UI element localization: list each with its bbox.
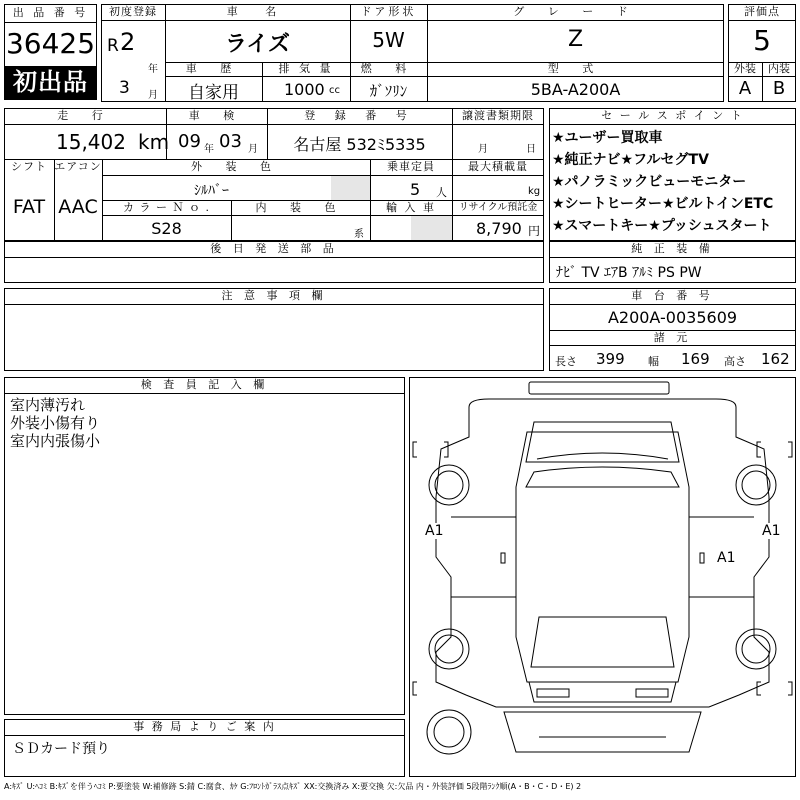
car-diagram [409, 377, 796, 777]
width-label: 幅 [648, 355, 659, 368]
int-color-unit: 系 [354, 229, 364, 240]
windshield [531, 617, 674, 667]
sales-point: ★純正ナビ★フルセグTV [552, 152, 709, 168]
bracket-left-bottom [413, 682, 417, 695]
rear-glass [526, 422, 679, 462]
wheel-rear-left-inner [435, 471, 463, 499]
damage-mark-right: A1 [762, 523, 781, 539]
inspector-notes [10, 396, 100, 450]
chassis-value: A200A-0035609 [607, 308, 738, 327]
bracket-right-bottom-l [757, 682, 761, 695]
wheel-rear-right-inner [742, 471, 770, 499]
inspection-month-unit: 月 [248, 144, 258, 155]
door-value: 5W [372, 28, 405, 52]
later-parts-label: 後 日 発 送 部 品 [210, 242, 338, 255]
sales-point: ★パノラミックビューモニター [552, 174, 747, 190]
color-no-label: カ ラ ー Ｎ ｏ . [123, 201, 210, 214]
inspector-note: 室内内張傷小 [10, 432, 101, 450]
color-no-value: S28 [151, 219, 182, 238]
legend-text: A:ｷｽﾞ U:ﾍｺﾐ B:ｷｽﾞを伴うﾍｺﾐ P:要塗装 W:補修跡 S:錆 C:腐食、ｶｹ G:ﾌﾛﾝﾄｶﾞﾗｽ点ｷｽﾞ XX:交換済み X:要交換 欠:欠品 内・外装評価 5段階ﾗﾝｸ順(A・B・C・D・E) 2 [4, 782, 582, 791]
chassis-label: 車 台 番 号 [631, 289, 714, 302]
displacement-label: 排 気 量 [278, 62, 334, 75]
hood [529, 682, 676, 702]
inspection-label: 車 検 [188, 109, 245, 122]
import-label: 輸 入 車 [386, 201, 436, 214]
recycle-value: 8,790 [476, 219, 522, 238]
transfer-label: 譲渡書類期限 [462, 109, 534, 122]
mileage-label: 走 行 [57, 109, 113, 122]
inspector-label: 検 査 員 記 入 欄 [140, 378, 269, 391]
car-name-label: 車 名 [226, 5, 289, 18]
front-lamp-left [537, 689, 569, 697]
ext-score-label: 外装 [734, 62, 756, 75]
inspector-note: 室内薄汚れ [10, 396, 86, 414]
score-label: 評価点 [744, 5, 780, 18]
ext-score-value: A [738, 78, 752, 99]
first-reg-label: 初度登録 [109, 5, 157, 18]
notes-label: 注 意 事 項 欄 [221, 289, 327, 302]
grade-value: Z [567, 27, 584, 52]
rear-window-strip [529, 382, 669, 394]
car-name-value: ライズ [224, 32, 291, 57]
model-label: 型 式 [547, 62, 604, 75]
bracket-left-top [413, 442, 417, 457]
sales-point: ★シートヒーター★ビルトインETC [552, 196, 774, 212]
inspection-year-unit: 年 [204, 144, 214, 155]
inspection-year: 09 [178, 131, 201, 152]
damage-mark-body: A1 [717, 550, 736, 566]
spare-wheel-inner [434, 717, 464, 747]
transfer-month-unit: 月 [478, 144, 488, 155]
front-bumper [504, 712, 701, 752]
capacity-label: 乗車定員 [387, 160, 435, 173]
score-value: 5 [753, 24, 771, 57]
inspector-note: 外装小傷有り [10, 414, 101, 432]
int-color-label: 内 装 色 [255, 201, 346, 214]
int-score-label: 内装 [768, 62, 790, 75]
lot-label: 出 品 番 号 [12, 6, 89, 19]
height-value: 162 [761, 350, 790, 368]
max-load-label: 最大積載量 [468, 160, 528, 173]
grade-label: グ レ ー ド [513, 5, 638, 18]
first-reg-month-unit: 月 [148, 90, 158, 101]
aircon-value: AAC [58, 196, 98, 218]
aircon-label: エアコン [54, 160, 102, 173]
capacity-unit: 人 [436, 186, 447, 199]
sales-points-list [552, 127, 773, 237]
recycle-unit: 円 [528, 224, 541, 238]
int-score-value: B [772, 78, 786, 99]
history-label: 車 歴 [185, 62, 242, 75]
left-handle [501, 553, 505, 563]
height-label: 高さ [724, 355, 746, 368]
damage-mark-left: A1 [425, 523, 444, 539]
right-handle [700, 553, 704, 563]
displacement-value: 1000 [284, 80, 325, 99]
ext-color-value: ｼﾙﾊﾞｰ [194, 183, 229, 199]
capacity-value: 5 [410, 180, 421, 199]
plate-value: 名古屋 532ﾐ5335 [293, 135, 426, 154]
shift-label: シフト [11, 160, 47, 173]
sales-points-label: セ ー ル ス ポ イ ン ト [601, 109, 744, 122]
first-reg-era: R [107, 36, 119, 56]
first-reg-year-unit: 年 [148, 64, 158, 75]
roof-panel [526, 467, 679, 487]
bracket-right-top [757, 442, 761, 457]
max-load-unit: kg [528, 186, 541, 197]
first-reg-month: 3 [119, 78, 130, 98]
width-value: 169 [681, 350, 710, 368]
recycle-label: リサイクル預託金 [458, 202, 538, 213]
mileage-value: 15,402 [56, 130, 126, 154]
roof-rear-line [537, 453, 668, 459]
lot-number: 36425 [5, 27, 96, 60]
office-text: ＳＤカード預り [12, 741, 110, 757]
bracket-left-top-r [444, 442, 448, 457]
model-value: 5BA-A200A [530, 80, 621, 99]
shift-value: FAT [12, 196, 46, 218]
sales-point: ★ユーザー買取車 [552, 130, 663, 146]
history-value: 自家用 [188, 83, 239, 103]
fuel-label: 燃 料 [360, 62, 417, 75]
transfer-day-unit: 日 [526, 144, 536, 155]
specs-label: 諸 元 [653, 331, 692, 344]
bracket-right-bottom [788, 682, 792, 695]
displacement-unit: cc [329, 85, 340, 96]
mileage-unit: km [138, 130, 170, 154]
first-reg-year: 2 [120, 28, 136, 56]
front-lamp-right [636, 689, 668, 697]
equipment-value: ﾅﾋﾞ TV ｴｱB ｱﾙﾐ PS PW [556, 265, 702, 281]
fuel-value: ｶﾞｿﾘﾝ [369, 82, 408, 100]
office-label: 事 務 局 よ り ご 案 内 [133, 720, 276, 733]
cabin-outline [516, 432, 689, 682]
bracket-right-top-r [788, 442, 792, 457]
inspection-month: 03 [219, 131, 242, 152]
sales-point: ★スマートキー★プッシュスタート [552, 218, 772, 234]
ext-color-label: 外 装 色 [191, 160, 281, 173]
length-value: 399 [596, 350, 625, 368]
length-label: 長さ [555, 355, 577, 368]
plate-label: 登 録 番 号 [304, 109, 415, 122]
door-label: ドア形状 [360, 5, 417, 18]
equipment-label: 純 正 装 備 [631, 242, 714, 255]
first-listing-badge: 初出品 [5, 66, 96, 99]
